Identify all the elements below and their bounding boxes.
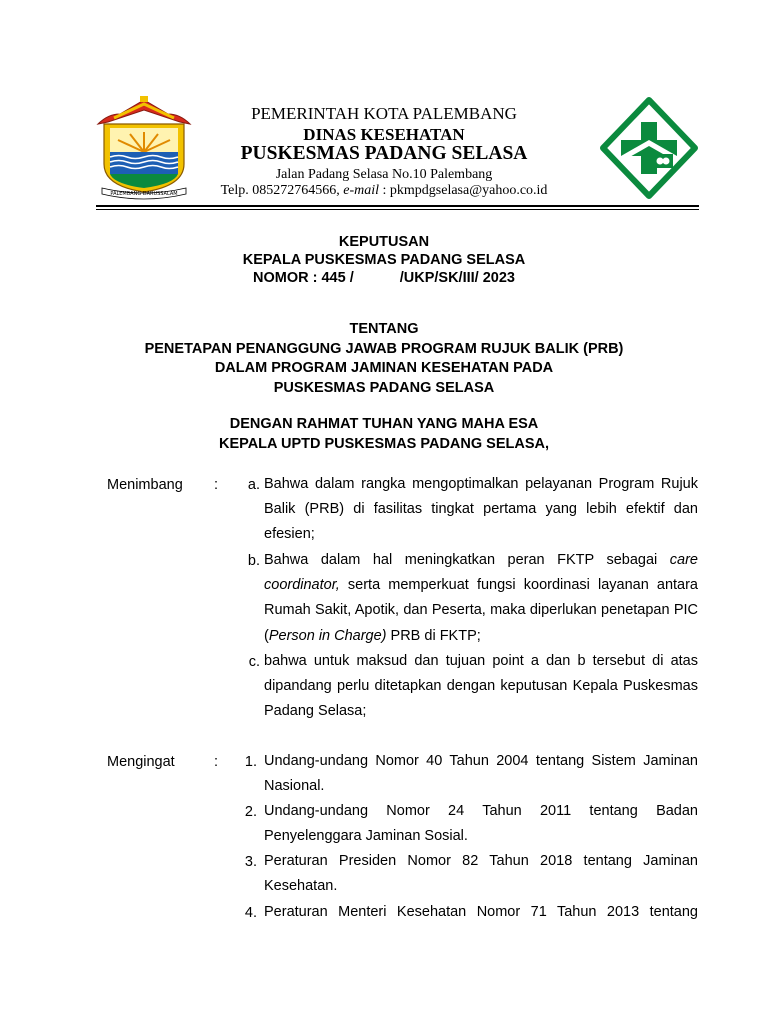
menimbang-label: Menimbang: [107, 477, 183, 493]
menimbang-item-c: bahwa untuk maksud dan tujuan point a dan b tersebut di atas dipandang perlu ditetapkan dengan keputusan Kepala Puskesmas Padang Selasa;: [264, 653, 698, 720]
about-line-3: PUSKESMAS PADANG SELASA: [273, 380, 495, 396]
menimbang-item-a: Bahwa dalam rangka mengoptimalkan pelayanan Program Rujuk Balik (PRB) di fasilitas tingkat pertama yang lebih efektif dan efesien;: [264, 476, 698, 543]
email-label: e-mail: [343, 183, 380, 198]
mengingat-item-2: Undang-undang Nomor 24 Tahun 2011 tentang Badan Penyelenggara Jaminan Sosial.: [264, 803, 698, 845]
mengingat-mark-2: 2.: [244, 804, 257, 820]
mengingat-mark-1: 1.: [244, 754, 257, 770]
letterhead-rule-thick: [96, 205, 699, 207]
blessing-line-2: KEPALA UPTD PUSKESMAS PADANG SELASA,: [218, 436, 550, 452]
menimbang-mark-c: c.: [248, 654, 260, 670]
about-line-1: PENETAPAN PENANGGUNG JAWAB PROGRAM RUJUK BALIK (PRB): [144, 341, 624, 357]
mengingat-label: Mengingat: [107, 754, 175, 770]
kop-contact: Telp. 085272764566, e-mail : pkmpdgselasa@yahoo.co.id: [220, 183, 548, 198]
mengingat-mark-3: 3.: [244, 854, 257, 870]
kop-institution: PUSKESMAS PADANG SELASA: [240, 143, 528, 164]
menimbang-mark-b: b.: [247, 553, 260, 569]
mengingat-colon: :: [214, 754, 219, 770]
kop-department: DINAS KESEHATAN: [303, 125, 465, 144]
letterhead-rule-thin: [96, 209, 699, 210]
mengingat-item-1: Undang-undang Nomor 40 Tahun 2004 tentang Sistem Jaminan Nasional.: [264, 753, 698, 795]
blessing-line-1: DENGAN RAHMAT TUHAN YANG MAHA ESA: [229, 416, 539, 432]
decree-title: KEPUTUSAN: [338, 234, 430, 250]
mengingat-item-4: Peraturan Menteri Kesehatan Nomor 71 Tahun 2013 tentang: [264, 904, 698, 920]
menimbang-colon: :: [214, 477, 219, 493]
about-title: TENTANG: [349, 321, 419, 337]
mengingat-mark-4: 4.: [244, 905, 257, 921]
kop-address: Jalan Padang Selasa No.10 Palembang: [275, 167, 493, 182]
emblem-banner-text: PALEMBANG DARUSSALAM: [110, 191, 178, 197]
decree-number: NOMOR : 445 / /UKP/SK/III/ 2023: [253, 270, 515, 286]
mengingat-item-3: Peraturan Presiden Nomor 82 Tahun 2018 tentang Jaminan Kesehatan.: [264, 853, 698, 895]
kop-government: PEMERINTAH KOTA PALEMBANG: [251, 104, 517, 123]
menimbang-item-b: Bahwa dalam hal meningkatkan peran FKTP sebagai care coordinator, serta memperkuat fungsi koordinasi layanan antara Rumah Sakit, Apotik, dan Peserta, maka diperlukan penetapan PIC (Person in Charge) PRB di FKTP;: [264, 552, 698, 644]
menimbang-mark-a: a.: [247, 477, 260, 493]
about-line-2: DALAM PROGRAM JAMINAN KESEHATAN PADA: [214, 360, 554, 376]
decree-subtitle: KEPALA PUSKESMAS PADANG SELASA: [242, 252, 526, 268]
